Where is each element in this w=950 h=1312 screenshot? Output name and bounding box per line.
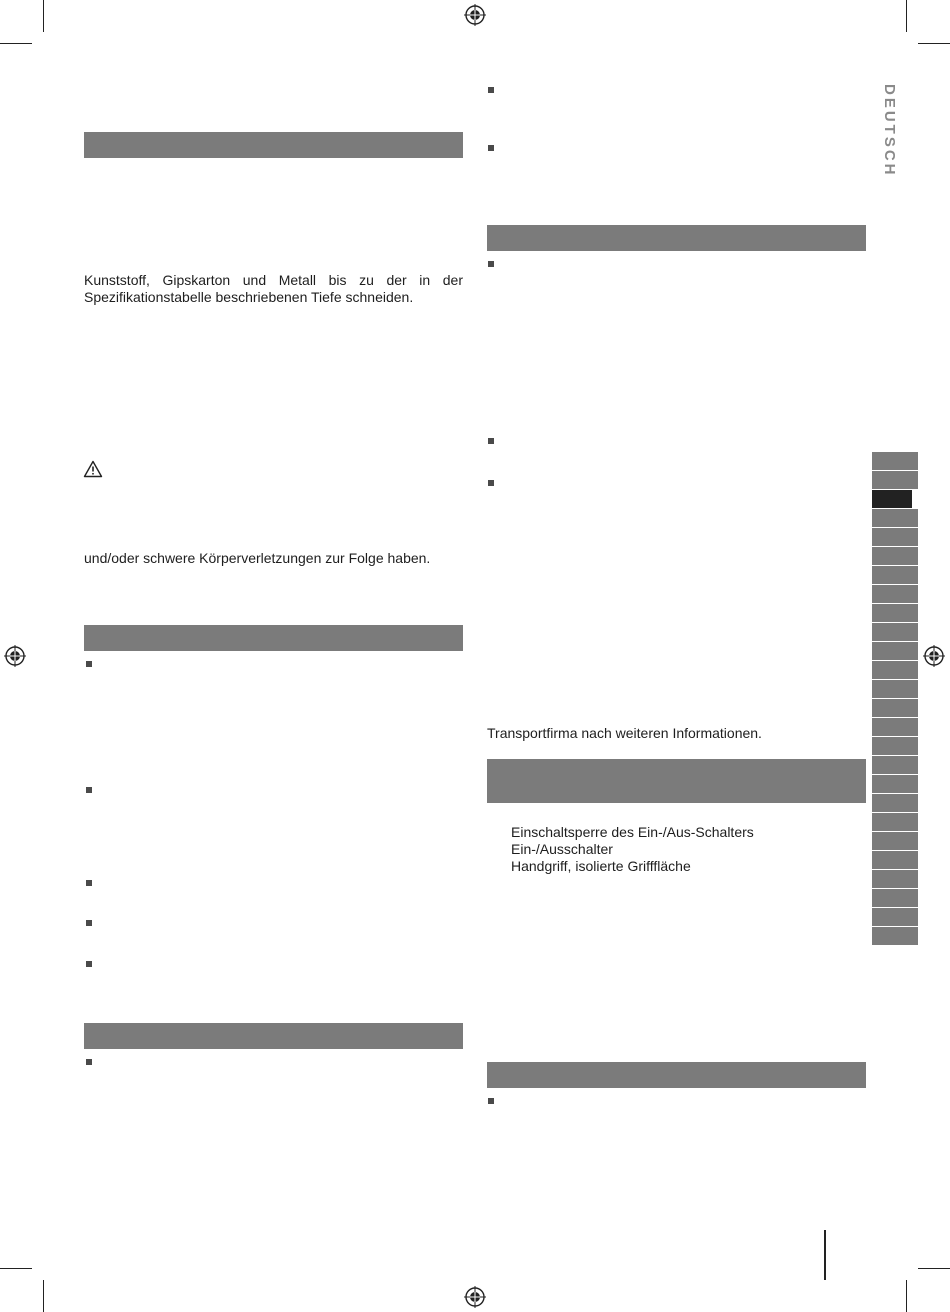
section-header-bar-6 <box>487 1062 866 1088</box>
component-item: Ein-/Ausschalter <box>511 841 613 857</box>
bullet-marker <box>86 661 92 667</box>
section-header-bar-4 <box>487 225 866 251</box>
bullet-marker <box>488 1098 494 1104</box>
crop-mark-bottom-left-h <box>0 1268 32 1269</box>
registration-mark-right-icon <box>923 645 945 667</box>
crop-mark-bottom-right-v <box>906 1280 907 1312</box>
language-tab <box>872 528 918 547</box>
language-tab <box>872 623 918 642</box>
bullet-marker <box>488 261 494 267</box>
crop-mark-top-left-v <box>43 0 44 32</box>
bullet-marker <box>488 145 494 151</box>
language-tab <box>872 908 918 927</box>
component-list <box>511 824 754 875</box>
registration-mark-bottom-icon <box>464 1286 486 1308</box>
section-header-bar-3 <box>84 1023 463 1049</box>
bullet-marker <box>488 438 494 444</box>
intended-use-text: Kunststoff, Gipskarton und Metall bis zu der in der Spezifikationstabelle beschriebenen Tiefe schneiden. <box>84 272 463 305</box>
language-tab <box>872 680 918 699</box>
language-tab <box>872 889 918 908</box>
language-tab <box>872 870 918 889</box>
section-header-bar-2 <box>84 625 463 651</box>
bullet-marker <box>86 961 92 967</box>
crop-mark-bottom-right-h <box>918 1268 950 1269</box>
language-tab <box>872 737 918 756</box>
bullet-marker <box>86 920 92 926</box>
language-tab-strip <box>872 452 918 946</box>
component-item: Handgriff, isolierte Grifffläche <box>511 858 691 874</box>
page-number-rule <box>824 1230 826 1280</box>
language-tab <box>872 585 918 604</box>
crop-mark-top-right-h <box>918 43 950 44</box>
language-tab <box>872 832 918 851</box>
language-tab-active <box>872 490 912 509</box>
transport-text: Transportfirma nach weiteren Informationen. <box>487 725 762 741</box>
language-tab <box>872 775 918 794</box>
language-tab <box>872 718 918 737</box>
bullet-marker <box>488 87 494 93</box>
bullet-marker <box>86 1059 92 1065</box>
registration-mark-top-icon <box>464 4 486 26</box>
language-tab <box>872 699 918 718</box>
language-tab <box>872 566 918 585</box>
crop-mark-top-left-h <box>0 43 32 44</box>
language-tab <box>872 756 918 775</box>
language-tab <box>872 642 918 661</box>
side-language-label: DEUTSCH <box>881 84 898 178</box>
warning-text: und/oder schwere Körperverletzungen zur Folge haben. <box>84 550 431 566</box>
section-header-bar-1 <box>84 132 463 158</box>
registration-mark-left-icon <box>4 645 26 667</box>
language-tab <box>872 509 918 528</box>
bullet-marker <box>488 480 494 486</box>
warning-triangle-icon <box>83 460 103 478</box>
crop-mark-top-right-v <box>906 0 907 32</box>
bullet-marker <box>86 880 92 886</box>
language-tab <box>872 604 918 623</box>
section-header-bar-5 <box>487 759 866 803</box>
component-item: Einschaltsperre des Ein-/Aus-Schalters <box>511 824 754 840</box>
language-tab <box>872 794 918 813</box>
language-tab <box>872 452 918 471</box>
language-tab <box>872 661 918 680</box>
language-tab <box>872 851 918 870</box>
language-tab <box>872 813 918 832</box>
language-tab <box>872 927 918 946</box>
bullet-marker <box>86 787 92 793</box>
language-tab <box>872 547 918 566</box>
language-tab <box>872 471 918 490</box>
crop-mark-bottom-left-v <box>43 1280 44 1312</box>
